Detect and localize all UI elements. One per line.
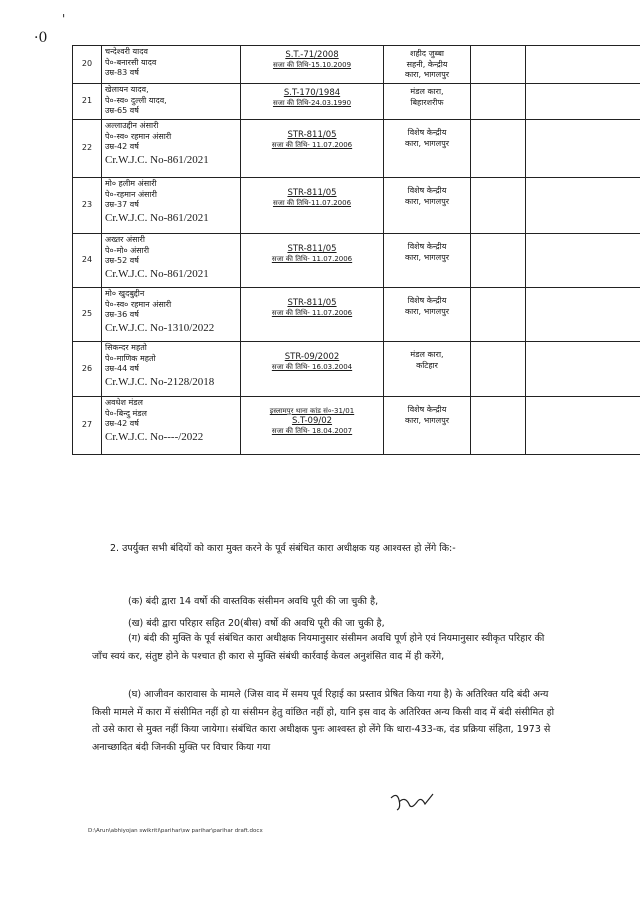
- prisoner-details: [102, 397, 241, 455]
- person-line: अवधेश मंडल: [105, 398, 143, 407]
- person-line: मो० खुदबुद्दीन: [105, 289, 145, 298]
- case-details: [241, 397, 384, 455]
- table-row: [73, 178, 640, 234]
- serial-number: 23: [73, 178, 102, 234]
- margin-tick-mark: ': [62, 12, 66, 26]
- serial-number: 20: [73, 46, 102, 84]
- person-line: पे०-स्व० दुल्ली यादव,: [105, 95, 167, 105]
- empty-cell: [526, 234, 640, 288]
- prisoner-details: [102, 178, 241, 234]
- person-line: उम्र-42 वर्ष: [105, 419, 139, 428]
- empty-cell: [471, 397, 526, 455]
- jail-line: सहनी, केन्द्रीय: [406, 59, 448, 69]
- jail-line: विशेष केन्द्रीय: [407, 405, 447, 414]
- jail-line: मंडल कारा,: [410, 350, 444, 359]
- jail-name: [384, 342, 471, 397]
- jail-line: कारा, भागलपुर: [404, 252, 450, 262]
- empty-cell: [471, 120, 526, 178]
- margin-circle-mark: ·0: [34, 30, 48, 46]
- jail-name: [384, 288, 471, 342]
- jail-name: [384, 397, 471, 455]
- table-row: [73, 46, 640, 84]
- sentence-date: सजा की तिथि- 18.04.2007: [271, 426, 353, 435]
- jail-line: विशेष केन्द्रीय: [407, 242, 447, 251]
- prisoner-details: [102, 342, 241, 397]
- table-row: [73, 234, 640, 288]
- police-case-number: इस्लामपुर थाना कांड सं०-31/01: [269, 407, 355, 415]
- jail-line: विशेष केन्द्रीय: [407, 186, 447, 195]
- person-line: उम्र-36 वर्ष: [105, 310, 139, 319]
- jail-name: [384, 46, 471, 84]
- cr-wjc-number: Cr.W.J.C. No-861/2021: [105, 153, 209, 166]
- empty-cell: [526, 84, 640, 120]
- sentence-date: सजा की तिथि- 11.07.2006: [271, 254, 353, 263]
- serial-number: 22: [73, 120, 102, 178]
- prisoner-details: [102, 120, 241, 178]
- jail-line: कारा, भागलपुर: [404, 196, 450, 206]
- person-line: पे०-बनारसी यादव: [105, 57, 157, 67]
- jail-name: [384, 120, 471, 178]
- cr-wjc-number: Cr.W.J.C. No-1310/2022: [105, 321, 215, 334]
- jail-line: बिहारशरीफ: [410, 97, 444, 107]
- case-details: [241, 178, 384, 234]
- sessions-case-number: S.T-09/02: [291, 416, 333, 426]
- case-details: [241, 234, 384, 288]
- person-line: पे०-माणिक महतो: [105, 353, 156, 363]
- sessions-case-number: S.T-170/1984: [283, 88, 341, 98]
- person-line: अल्लाउद्दीन अंसारी: [105, 121, 159, 130]
- jail-name: [384, 234, 471, 288]
- case-details: [241, 120, 384, 178]
- case-details: [241, 288, 384, 342]
- table-row: [73, 288, 640, 342]
- case-details: [241, 46, 384, 84]
- jail-name: [384, 178, 471, 234]
- person-line: मो० हलीम अंसारी: [105, 179, 157, 188]
- serial-number: 25: [73, 288, 102, 342]
- jail-line: मंडल कारा,: [410, 87, 444, 96]
- jail-line: कटिहार: [416, 360, 438, 370]
- empty-cell: [471, 234, 526, 288]
- empty-cell: [471, 288, 526, 342]
- person-line: चन्देश्वरी यादव: [105, 47, 148, 56]
- clause-gha: (घ) आजीवन कारावास के मामले (जिस वाद में समय पूर्व रिहाई का प्रस्ताव प्रेषित किया गया है) के अतिरिक्त यदि बंदी अन्य किसी मामले में कारा में संसीमित नहीं हो या संसीमन हेतु वांछित नहीं हो, यानि इस वाद के अतिरिक्त अन्य किसी वाद में बंदी संसीमित हो तो उसे कारा से मुक्त नहीं किया जायेगा। संबंधित कारा अधीक्षक पुनः आश्वस्त हो लेंगे कि धारा-433-क, दंड प्रक्रिया संहिता, 1973 से अनाच्छादित बंदी जिनकी मुक्ति पर विचार किया गया: [92, 689, 555, 753]
- person-line: पे०-रहमान अंसारी: [105, 189, 157, 199]
- sessions-case-number: STR-811/05: [287, 244, 337, 254]
- person-line: पे०-स्व० रहमान अंसारी: [105, 299, 172, 309]
- empty-cell: [471, 84, 526, 120]
- person-line: उम्र-52 वर्ष: [105, 256, 139, 265]
- sentence-date: सजा की तिथि-11.07.2006: [272, 198, 352, 207]
- jail-line: कारा, भागलपुर: [404, 70, 450, 79]
- empty-cell: [526, 178, 640, 234]
- serial-number: 27: [73, 397, 102, 455]
- serial-number: 24: [73, 234, 102, 288]
- sessions-case-number: STR-09/2002: [284, 352, 340, 362]
- prisoner-details: [102, 288, 241, 342]
- person-line: पे०-मो० अंसारी: [105, 245, 150, 255]
- table-row: [73, 84, 640, 120]
- case-details: [241, 342, 384, 397]
- person-line: खेलायन यादव,: [105, 85, 149, 94]
- jail-line: विशेष केन्द्रीय: [407, 128, 447, 137]
- person-line: पे०-स्व० रहमान अंसारी: [105, 131, 172, 141]
- jail-line: विशेष केन्द्रीय: [407, 296, 447, 305]
- empty-cell: [526, 288, 640, 342]
- table-row: [73, 342, 640, 397]
- sentence-date: सजा की तिथि- 11.07.2006: [271, 140, 353, 149]
- file-path-footer: D:\Arun\abhiyojan swikriti\parihar\sw parihar\parihar draft.docx: [88, 828, 263, 834]
- empty-cell: [526, 342, 640, 397]
- clause-kha: (ख) बंदी द्वारा परिहार सहित 20(बीस) वर्षो की अवधि पूरी की जा चुकी है,: [128, 618, 385, 629]
- person-line: उम्र-65 वर्ष: [105, 106, 139, 115]
- sessions-case-number: STR-811/05: [287, 130, 337, 140]
- sentence-date: सजा की तिथि- 11.07.2006: [271, 308, 353, 317]
- empty-cell: [471, 342, 526, 397]
- person-line: उम्र-83 वर्ष: [105, 68, 139, 77]
- sessions-case-number: S.T.-71/2008: [285, 50, 339, 60]
- cr-wjc-number: Cr.W.J.C. No-2128/2018: [105, 375, 215, 388]
- case-details: [241, 84, 384, 120]
- clause-ga: (ग) बंदी की मुक्ति के पूर्व संबंधित कारा अधीक्षक नियमानुसार संसीमन अवधि पूर्ण होने एवं नियमानुसार स्वीकृत परिहार की जाँच स्वयं कर, संतुष्ट होने के पश्चात ही कारा से मुक्ति संबंधी कार्रवाई केवल अनुशंसित वाद में ही करेंगे,: [92, 633, 545, 662]
- person-line: सिकन्दर महतो: [105, 343, 147, 352]
- person-line: उम्र-42 वर्ष: [105, 142, 139, 151]
- prisoner-details: [102, 46, 241, 84]
- table-row: [73, 397, 640, 455]
- sessions-case-number: STR-811/05: [287, 298, 337, 308]
- para-2: 2. उपर्युक्त सभी बंदियों को कारा मुक्त करने के पूर्व संबंधित कारा अधीक्षक यह आश्वस्त हो लेंगे कि:-: [110, 543, 456, 554]
- person-line: अख्तर अंसारी: [105, 235, 145, 244]
- serial-number: 21: [73, 84, 102, 120]
- sentence-date: सजा की तिथि- 16.03.2004: [271, 362, 353, 371]
- cr-wjc-number: Cr.W.J.C. No-861/2021: [105, 267, 209, 280]
- empty-cell: [526, 120, 640, 178]
- sentence-date: सजा की तिथि-24.03.1990: [272, 98, 352, 107]
- person-line: उम्र-37 वर्ष: [105, 200, 139, 209]
- sentence-date: सजा की तिथि-15.10.2009: [272, 60, 352, 69]
- prisoner-details: [102, 84, 241, 120]
- empty-cell: [471, 46, 526, 84]
- person-line: पे०-बिन्दु मंडल: [105, 408, 147, 418]
- jail-name: [384, 84, 471, 120]
- jail-line: कारा, भागलपुर: [404, 415, 450, 425]
- cr-wjc-number: Cr.W.J.C. No-861/2021: [105, 211, 209, 224]
- jail-line: शहीद जुब्बा: [410, 49, 444, 58]
- serial-number: 26: [73, 342, 102, 397]
- prisoner-table: [72, 45, 640, 455]
- signature-mark: [387, 790, 437, 816]
- table-row: [73, 120, 640, 178]
- prisoner-details: [102, 234, 241, 288]
- empty-cell: [526, 397, 640, 455]
- sessions-case-number: STR-811/05: [287, 188, 337, 198]
- clause-ka: (क) बंदी द्वारा 14 वर्षो की वास्तविक संसीमन अवधि पूरी की जा चुकी है,: [128, 596, 379, 607]
- person-line: उम्र-44 वर्ष: [105, 364, 139, 373]
- jail-line: कारा, भागलपुर: [404, 138, 450, 148]
- empty-cell: [471, 178, 526, 234]
- cr-wjc-number: Cr.W.J.C. No----/2022: [105, 430, 204, 443]
- jail-line: कारा, भागलपुर: [404, 306, 450, 316]
- empty-cell: [526, 46, 640, 84]
